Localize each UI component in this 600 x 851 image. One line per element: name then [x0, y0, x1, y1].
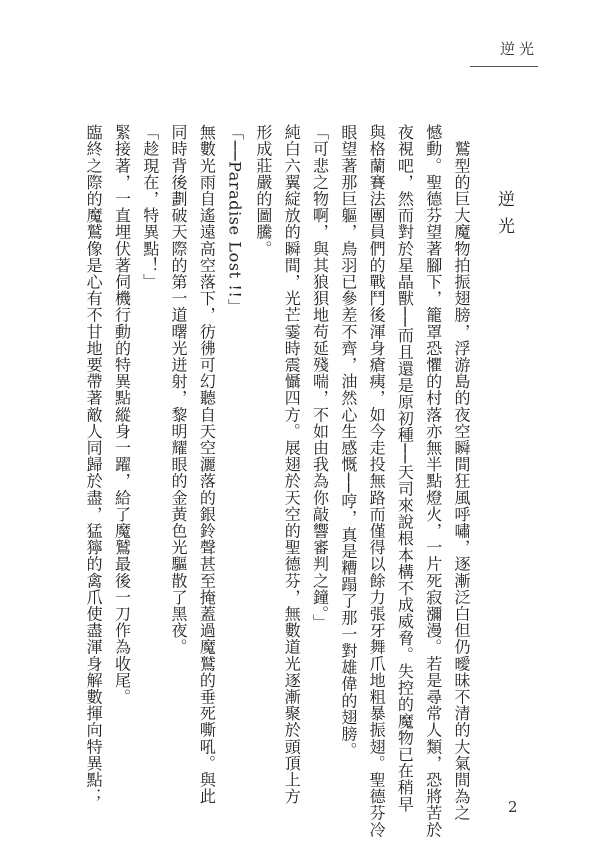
- chapter-title: 逆光: [494, 190, 514, 244]
- text-line: 純白六翼綻放的瞬間，光芒霎時震懾四方。展翅於天空的聖德芬，無數道光逐漸聚於頭頂上方: [282, 124, 302, 805]
- body-text: [79, 124, 475, 838]
- text-line: 鷲型的巨大魔物拍振翅膀，浮游島的夜空瞬間狂風呼嘯，逐漸泛白但仍曖昧不清的大氣間為之: [452, 124, 471, 822]
- text-line: 與格蘭賽法團員們的戰鬥後渾身瘡痍，如今走投無路而僅得以餘力張牙舞爪地粗暴振翅。聖德芬冷: [367, 124, 387, 838]
- text-line: 緊接著，一直埋伏著伺機行動的特異點縱身一躍，給了魔鷲最後一刀作為收尾。: [112, 124, 132, 705]
- page-number: 2: [508, 798, 518, 816]
- text-line: 眼望著那巨軀，鳥羽已參差不齊，油然心生感慨──哼，真是糟蹋了那一對雄偉的翅膀。: [338, 124, 358, 759]
- text-line: 臨終之際的魔鷲像是心有不甘地要帶著敵人同歸於盡，猛獰的禽爪使盡渾身解數揮向特異點；: [84, 124, 104, 805]
- text-line: 同時背後劃破天際的第一道曙光迸射，黎明耀眼的金黃色光驅散了黑夜。: [169, 124, 189, 656]
- running-header-title: 逆光: [499, 40, 538, 58]
- text-line: 夜視吧，然而對於星晶獸──而且還是原初種──天司來說根本構不成威脅。失控的魔物已在稍早: [395, 124, 415, 813]
- header-rule: [470, 66, 538, 67]
- text-line: 形成莊嚴的圖騰。: [253, 124, 273, 257]
- text-line: 憾動。聖德芬望著腳下，籠罩恐懼的村落亦無半點燈火，一片死寂瀰漫。若是尋常人類，恐將苦於: [423, 124, 443, 838]
- text-line: 「可悲之物啊，與其狼狽地苟延殘喘，不如由我為你敲響審判之鐘。」: [310, 124, 330, 631]
- text-line: 「趁現在，特異點！」: [140, 124, 160, 290]
- text-line: 「──Paradise Lost !!」: [225, 124, 245, 316]
- text-line: 無數光雨自遙遠高空落下，彷彿可幻聽自天空灑落的銀鈴聲甚至掩蓋過魔鷲的垂死嘶吼。與此: [197, 124, 217, 805]
